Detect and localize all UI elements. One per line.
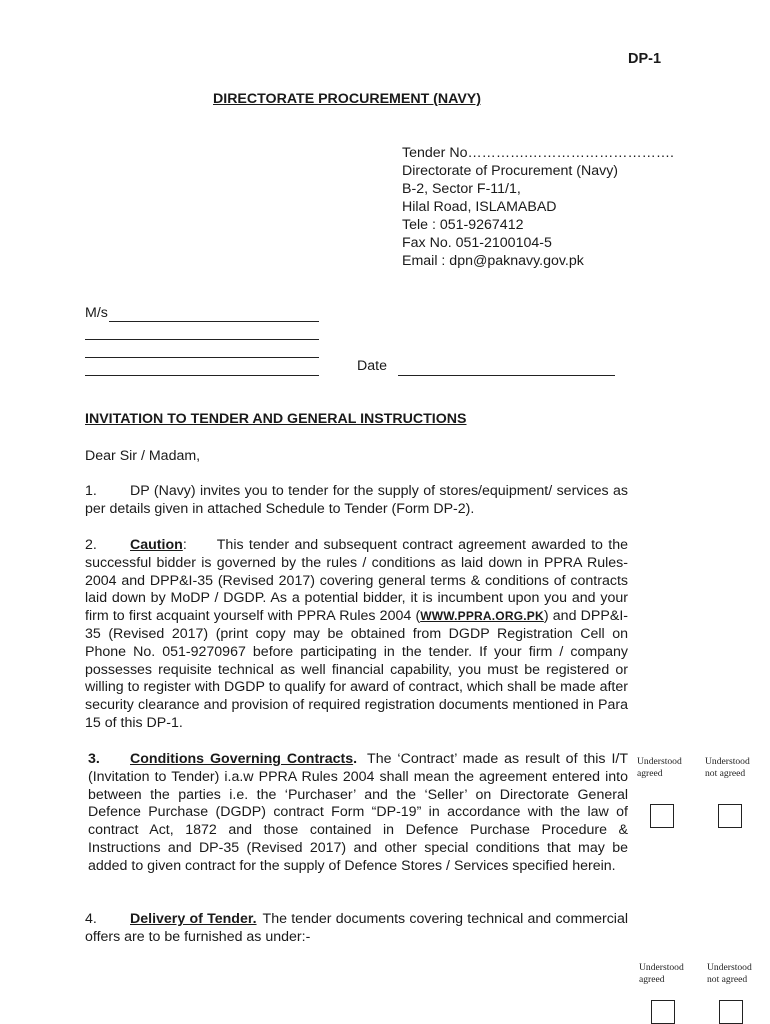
form-code: DP-1: [628, 51, 662, 67]
ack1-understood-not-agreed-label: Understood not agreed: [705, 756, 750, 779]
ack2-understood-not-agreed-label: Understood not agreed: [707, 962, 752, 985]
address-line2: Hilal Road, ISLAMABAD: [402, 199, 557, 215]
address-tele: Tele : 051-9267412: [402, 217, 524, 233]
date-label: Date: [357, 358, 387, 374]
para2-colon: :: [182, 537, 187, 553]
ack2-agreed-checkbox[interactable]: [651, 1000, 675, 1024]
para3-text: The ‘Contract’ made as result of this I/T (Invitation to Tender) i.a.w PPRA Rules 2004 shall mean the agreement entered into between the parties i.e. the ‘Purchaser’ and the ‘Seller’ on Directorate General Defence Purchase (DGDP) contract Form “DP-19” in accordance with the law of contract Act, 1872 and those contained in Defence Purchase Procedure & Instructions and DP-35 (Revised 2017) and other special conditions that may be added to given contract for the supply of Defence Stores / Services specified herein.: [88, 751, 628, 874]
para3-dot: .: [353, 751, 358, 767]
address-line1: B-2, Sector F-11/1,: [402, 181, 521, 197]
para4-number: 4.: [85, 911, 97, 927]
ack2-not-agreed-checkbox[interactable]: [719, 1000, 743, 1024]
address-block: [402, 144, 722, 270]
paragraph-1: [85, 483, 628, 519]
para1-number: 1.: [85, 483, 97, 499]
ack1-agreed-checkbox[interactable]: [650, 804, 674, 828]
address-fax: Fax No. 051-2100104-5: [402, 235, 552, 251]
para4-title: Delivery of Tender.: [130, 911, 257, 927]
para2-text-a: This tender and subsequent contract agreement awarded to the successful bidder is governed by the rules / conditions as laid down in PPRA Rules-2004 and DPP&I-35 (Revised 2017) covering general terms & conditions of contracts laid down by MoDP / DGDP. As a potential bidder, it is incumbent upon you and your firm to first acquaint yourself with PPRA Rules 2004 (: [85, 537, 628, 625]
ms-line-4[interactable]: [85, 375, 319, 376]
salutation: Dear Sir / Madam,: [85, 448, 201, 464]
ack2-understood-agreed-label: Understood agreed: [639, 962, 684, 985]
para2-number: 2.: [85, 537, 97, 553]
para2-text-b: ) and DPP&I-35 (Revised 2017) (print copy may be obtained from DGDP Registration Cell on Phone No. 051-9270967 before participating in the tender. If your firm / company possesses requisite technical as well financial capability, you must be registered or willing to register with DGDP to qualify for award of contract, which shall be made after security clearance and provision of required registration documents mentioned in Para 15 of this DP-1.: [85, 608, 628, 731]
ms-line-1[interactable]: [109, 321, 319, 322]
tender-no: Tender No………….………………………….: [402, 145, 674, 161]
ack1-not-agreed-checkbox[interactable]: [718, 804, 742, 828]
ms-line-2[interactable]: [85, 339, 319, 340]
ack1-understood-agreed-label: Understood agreed: [637, 756, 682, 779]
paragraph-3: [88, 751, 628, 876]
para3-number: 3.: [88, 751, 100, 767]
ms-label: M/s: [85, 305, 108, 321]
para2-title: Caution: [130, 537, 183, 553]
paragraph-4: [85, 911, 628, 947]
ms-line-3[interactable]: [85, 357, 319, 358]
ppra-link[interactable]: WWW.PPRA.ORG.PK: [420, 609, 544, 624]
para4-text: The tender documents covering technical and commercial offers are to be furnished as under:-: [85, 911, 628, 945]
address-org: Directorate of Procurement (Navy): [402, 163, 619, 179]
address-email: Email : dpn@paknavy.gov.pk: [402, 253, 584, 269]
section-title: INVITATION TO TENDER AND GENERAL INSTRUCTIONS: [85, 411, 467, 427]
para3-title: Conditions Governing Contracts: [130, 751, 354, 767]
date-line[interactable]: [398, 375, 615, 376]
paragraph-2: [85, 537, 628, 733]
page-heading: DIRECTORATE PROCUREMENT (NAVY): [213, 91, 481, 107]
para1-text: DP (Navy) invites you to tender for the supply of stores/equipment/ services as per details given in attached Schedule to Tender (Form DP-2).: [85, 483, 628, 517]
